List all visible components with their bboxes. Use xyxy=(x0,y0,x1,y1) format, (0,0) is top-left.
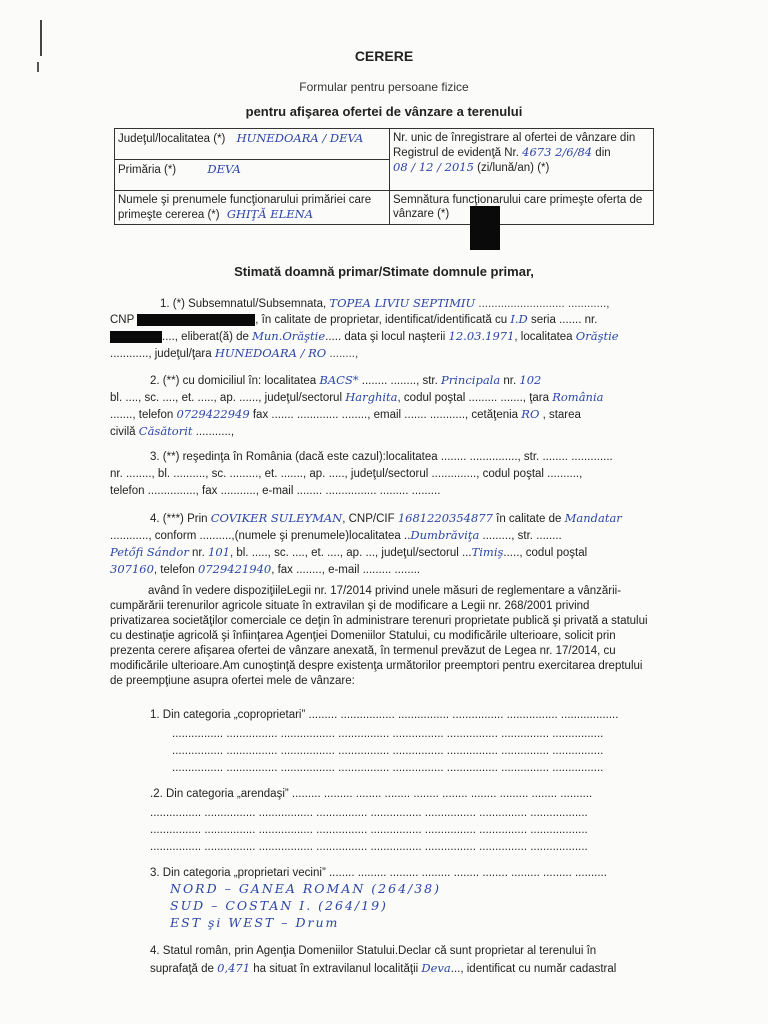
label: 4. (***) Prin xyxy=(150,513,211,525)
label: suprafaţă de xyxy=(150,963,218,975)
label: , localitatea xyxy=(514,331,576,343)
line-5 xyxy=(150,373,650,388)
label: ....., codul poştal xyxy=(503,547,588,559)
category-vecini: 3. Din categoria „proprietari vecini” ........ ......... ......... ......... ........ ........ ......... ......... .......... xyxy=(150,867,607,879)
redaction-cnp xyxy=(137,314,255,326)
line-3 xyxy=(110,329,650,344)
date-suffix: (zi/lună/an) (*) xyxy=(477,162,550,174)
label: , CNP/CIF xyxy=(342,513,398,525)
agent-number-value[interactable]: 101 xyxy=(208,545,230,559)
label: nr. xyxy=(500,375,520,387)
category-arendasi: .2. Din categoria „arendaşi” ......... ......... ........ ........ ........ ........ ........ ......... ........ .......... xyxy=(150,788,593,800)
citizenship-value[interactable]: RO xyxy=(521,407,540,421)
label: ......., telefon xyxy=(110,409,177,421)
dots-line: ................ ................ ................. ................ ................ ................ ............... .................. xyxy=(150,841,588,853)
label: ............, conform ..........,(numele şi prenumele)localitatea .. xyxy=(110,530,411,542)
agent-county-value[interactable]: Timiş xyxy=(471,545,504,559)
birthdate-value[interactable]: 12.03.1971 xyxy=(448,329,515,343)
document-heading: pentru afişarea ofertei de vânzare a terenului xyxy=(245,104,523,119)
label: civilă xyxy=(110,426,139,438)
line-6 xyxy=(110,390,650,405)
line-9: 3. (**) reşedinţa în România (dacă este cazul):localitatea ........ ..............., str. ........ ............. xyxy=(150,451,613,463)
label: CNP xyxy=(110,314,138,326)
country-value[interactable]: România xyxy=(552,390,604,404)
agent-role-value[interactable]: Mandatar xyxy=(564,511,622,525)
agent-postal-value[interactable]: 307160 xyxy=(110,562,154,576)
semnatura-cell xyxy=(390,191,654,225)
agent-locality-value[interactable]: Dumbrăviţa xyxy=(410,528,480,542)
issuer-value[interactable]: Mun.Orăştie xyxy=(252,329,326,343)
nr-label-2: Registrul de evidenţă Nr. xyxy=(393,147,519,159)
label: fax ....... ............. ........, email ....... ..........., cetăţenia xyxy=(249,409,522,421)
agent-name-value[interactable]: COVIKER SULEYMAN xyxy=(210,511,343,525)
label: în calitate de xyxy=(492,513,565,525)
functionar-value[interactable]: GHIŢĂ ELENA xyxy=(226,207,314,221)
legal-paragraph: având în vedere dispoziţiileLegii nr. 17/2014 privind unele măsuri de reglementare a vânzării-cumpărării terenurilor agricole situate în extravilan şi de modificare a Legii nr. 268/2001 privind privatizarea societăţilor comerciale ce deţin în administrare terenuri proprietate publică şi privată a statului cu destinaţie agricolă şi înfiinţarea Agenţiei Domeniilor Statului, cu modificările ulterioare, solicit prin prezenta cerere afişarea ofertei de vânzare anexată, în termenul prevăzut de Legea nr. 17/2014, cu modificările ulterioare.Am cunoştinţă despre existenţa următorilor preemptori pentru exercitarea dreptului de preempţiune asupra ofertei mele de vânzare: xyxy=(110,585,648,687)
registration-table xyxy=(114,128,654,225)
label: , bl. ....., sc. ...., et. ...., ap. ..., judeţul/sectorul ... xyxy=(229,547,472,559)
birthplace-value[interactable]: Orăştie xyxy=(575,329,619,343)
din-label: din xyxy=(595,147,611,159)
document-subtitle: Formular pentru persoane fizice xyxy=(299,80,469,94)
redaction-id-number xyxy=(110,331,162,343)
label: , fax ........, e-mail ......... ........ xyxy=(271,564,421,576)
primaria-label: Primăria (*) xyxy=(118,164,177,176)
judet-value[interactable]: HUNEDOARA / DEVA xyxy=(236,131,364,145)
line-12 xyxy=(150,511,650,526)
civil-status-value[interactable]: Căsătorit xyxy=(138,424,193,438)
category-coproprietari: 1. Din categoria „coproprietari” ......... ................. ................ ................ ................ .................. xyxy=(150,709,619,721)
number-value[interactable]: 102 xyxy=(519,373,542,387)
primaria-value[interactable]: DEVA xyxy=(207,162,241,176)
line-2 xyxy=(110,312,650,327)
functionar-cell xyxy=(115,191,390,225)
label: ..... data şi locul naşterii xyxy=(325,331,449,343)
label: , starea xyxy=(539,409,581,421)
agent-phone-value[interactable]: 0729421940 xyxy=(198,562,272,576)
neighbour-east-west[interactable]: EST şi WEST – Drum xyxy=(170,916,340,930)
label: bl. ...., sc. ...., et. ....., ap. ......, judeţul/sectorul xyxy=(110,392,346,404)
label: seria ....... nr. xyxy=(527,314,598,326)
locality-value[interactable]: Deva xyxy=(421,961,451,975)
primaria-cell xyxy=(115,160,390,191)
registration-number-cell xyxy=(390,129,654,191)
label: ........ ........, str. xyxy=(358,375,442,387)
nr-label: Nr. unic de înregistrare al ofertei de vânzare din xyxy=(393,132,636,144)
judet-cell xyxy=(115,129,390,160)
label: , în calitate de proprietar, identificat/identificată cu xyxy=(255,314,511,326)
line-14 xyxy=(110,545,650,560)
label: ..., identificat cu număr cadastral xyxy=(450,963,617,975)
id-type-value[interactable]: I.D xyxy=(510,312,528,326)
dots-line: ................ ................ ................. ................ ................ ................ ............... .................. xyxy=(150,807,588,819)
sector-value[interactable]: Harghita xyxy=(345,390,398,404)
functionar-label: Numele şi prenumele funcţionarului primăriei care primeşte cererea (*) xyxy=(118,194,372,221)
nr-value[interactable]: 4673 2/6/84 xyxy=(522,145,593,159)
dots-line: ................ ................ ................. ................ ................ ................ ............... .................. xyxy=(150,824,588,836)
street-value[interactable]: Principala xyxy=(441,373,501,387)
label: 2. (**) cu domiciliul în: localitatea xyxy=(150,375,320,387)
neighbour-south[interactable]: SUD – COSTAN I. (264/19) xyxy=(170,899,388,913)
dots-line: ................ ................ ................. ................ ................ ................ ............... ................ xyxy=(172,745,604,757)
line-4: ............, judeţul/ţara HUNEDOARA / RO ........, xyxy=(110,346,359,360)
date-value[interactable]: 08 / 12 / 2015 xyxy=(393,160,474,174)
label: 1. (*) Subsemnatul/Subsemnata, xyxy=(160,298,330,310)
label: nr. xyxy=(188,547,209,559)
neighbour-north[interactable]: NORD – GANEA ROMAN (264/38) xyxy=(170,882,442,896)
surface-line xyxy=(150,961,650,976)
label: ............, judeţul/ţara xyxy=(110,348,215,360)
dots-line: ................ ................ ................. ................ ................ ................ ............... ................ xyxy=(172,728,604,740)
line-1: 1. (*) Subsemnatul/Subsemnata, TOPEA LIVIU SEPTIMIU ........................... ............, xyxy=(160,296,610,310)
state-declaration: 4. Statul român, prin Agenţia Domeniilor Statului.Declar că sunt proprietar al terenului în xyxy=(150,945,597,957)
line-11: telefon ..............., fax ..........., e-mail ........ ................ ......... ......... xyxy=(110,485,441,497)
label: ha situat în extravilanul localităţii xyxy=(250,963,422,975)
name-value[interactable]: TOPEA LIVIU SEPTIMIU xyxy=(329,296,476,310)
semnatura-label: Semnătura funcţionarului care primeşte oferta de vânzare (*) xyxy=(393,194,643,220)
surface-value[interactable]: 0,471 xyxy=(217,961,251,975)
line-15 xyxy=(110,562,650,577)
line-8 xyxy=(110,424,650,439)
label: , telefon xyxy=(153,564,199,576)
county-value[interactable]: HUNEDOARA / RO xyxy=(214,346,327,360)
redaction-signature xyxy=(470,206,500,250)
judet-label: Judeţul/localitatea (*) xyxy=(118,133,226,145)
label: ........., str. ........ xyxy=(479,530,562,542)
line-13 xyxy=(110,528,650,543)
label: , codul poştal ......... ......., ţara xyxy=(397,392,553,404)
line-10: nr. ........, bl. .........., sc. ........., et. ......., ap. ....., judeţul/sectorul .............., codul poştal .........., xyxy=(110,468,583,480)
agent-street-value[interactable]: Petőfi Sándor xyxy=(110,545,189,559)
phone-value[interactable]: 0729422949 xyxy=(176,407,250,421)
greeting: Stimată doamnă primar/Stimate domnule primar, xyxy=(234,264,534,279)
dots-line: ................ ................ ................. ................ ................ ................ ............... ................ xyxy=(172,762,604,774)
line-7 xyxy=(110,407,650,422)
label: ..........., xyxy=(192,426,235,438)
locality-value[interactable]: BACS* xyxy=(319,373,359,387)
document-title: CERERE xyxy=(354,48,414,64)
agent-cnp-value[interactable]: 1681220354877 xyxy=(397,511,493,525)
label: ...., eliberat(ă) de xyxy=(162,331,253,343)
